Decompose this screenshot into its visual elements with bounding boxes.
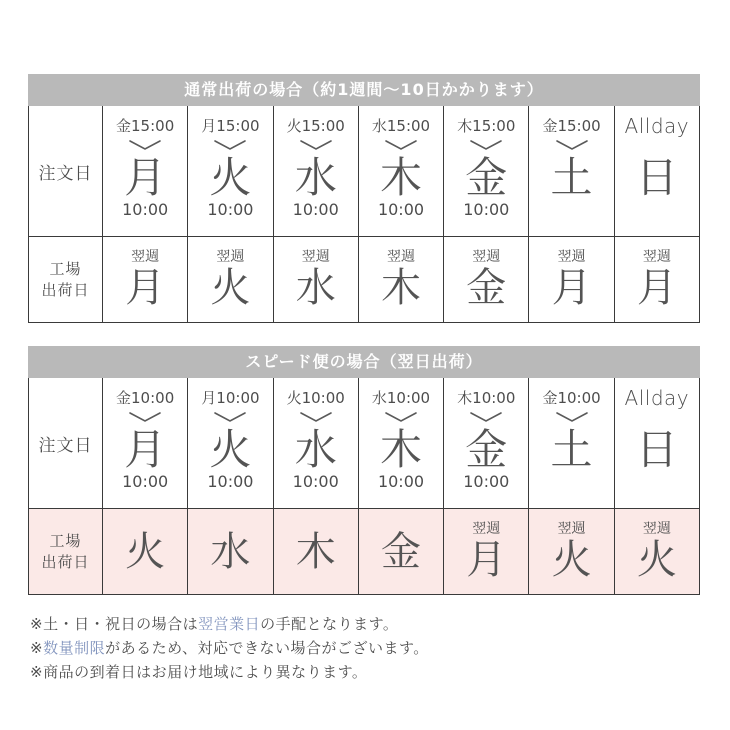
ship-cell bbox=[615, 509, 700, 595]
ship-day: 月 bbox=[125, 265, 166, 311]
normal-shipping-table-block bbox=[28, 74, 700, 323]
down-chevron-icon bbox=[469, 139, 503, 151]
order-row-label: 注文日 bbox=[29, 378, 103, 509]
ship-day: 木 bbox=[380, 265, 421, 311]
ship-day: 月 bbox=[551, 265, 592, 311]
order-day: 月 bbox=[124, 153, 167, 202]
order-cutoff-time: 10:00 bbox=[292, 200, 339, 219]
order-cell bbox=[274, 106, 359, 237]
speed-shipping-table-block bbox=[28, 346, 700, 595]
note-highlight: 数量制限 bbox=[43, 639, 106, 657]
next-week-label: 翌週 bbox=[301, 249, 330, 265]
arrow-slot bbox=[299, 138, 333, 152]
note-text: ※ bbox=[30, 639, 44, 657]
order-cutoff-time: 10:00 bbox=[122, 200, 169, 219]
next-week-label: 翌週 bbox=[642, 249, 671, 265]
arrow-slot bbox=[384, 138, 418, 152]
order-day: 金 bbox=[465, 425, 508, 474]
arrow-slot bbox=[299, 410, 333, 424]
next-week-label: 翌週 bbox=[216, 249, 245, 265]
ship-day: 金 bbox=[380, 528, 421, 575]
down-chevron-icon bbox=[555, 411, 589, 423]
order-day: 火 bbox=[209, 425, 252, 474]
ship-day: 火 bbox=[210, 265, 251, 311]
down-chevron-icon bbox=[128, 139, 162, 151]
down-chevron-icon bbox=[469, 411, 503, 423]
order-cutoff-time: 10:00 bbox=[463, 472, 510, 491]
order-day: 水 bbox=[294, 153, 337, 202]
note-line bbox=[30, 636, 700, 660]
ship-cell bbox=[103, 509, 188, 595]
order-deadline: 木10:00 bbox=[457, 389, 516, 407]
order-deadline: Allday bbox=[624, 386, 690, 410]
order-cell bbox=[103, 106, 188, 237]
down-chevron-icon bbox=[299, 411, 333, 423]
order-deadline: 火10:00 bbox=[286, 389, 345, 407]
arrow-slot bbox=[213, 410, 247, 424]
next-week-label: 翌週 bbox=[472, 521, 501, 537]
next-week-label: 翌週 bbox=[642, 521, 671, 537]
ship-row-label-line: 出荷日 bbox=[41, 280, 90, 299]
ship-day: 火 bbox=[125, 528, 166, 575]
order-day: 木 bbox=[379, 425, 422, 474]
ship-day: 月 bbox=[636, 265, 677, 311]
down-chevron-icon bbox=[555, 139, 589, 151]
note-text: ※土・日・祝日の場合は bbox=[30, 615, 199, 633]
ship-cell bbox=[529, 509, 614, 595]
next-week-label: 翌週 bbox=[386, 249, 415, 265]
order-cell bbox=[529, 106, 614, 237]
arrow-slot bbox=[555, 410, 589, 424]
note-text: ※商品の到着日はお届け地域により異なります。 bbox=[30, 663, 368, 681]
order-deadline: 金10:00 bbox=[542, 389, 601, 407]
normal-shipping-table bbox=[28, 106, 700, 323]
order-deadline: Allday bbox=[624, 114, 690, 138]
order-cell bbox=[444, 378, 529, 509]
order-cell bbox=[188, 106, 273, 237]
down-chevron-icon bbox=[128, 411, 162, 423]
order-cell bbox=[359, 378, 444, 509]
order-deadline: 金15:00 bbox=[116, 117, 175, 135]
order-day: 水 bbox=[294, 425, 337, 474]
ship-day: 木 bbox=[295, 528, 336, 575]
ship-day: 月 bbox=[466, 537, 507, 583]
ship-cell bbox=[103, 237, 188, 323]
arrow-slot bbox=[128, 410, 162, 424]
down-chevron-icon bbox=[299, 139, 333, 151]
ship-cell bbox=[274, 509, 359, 595]
shipping-schedule bbox=[28, 74, 700, 684]
note-line bbox=[30, 612, 700, 636]
order-cell bbox=[103, 378, 188, 509]
arrow-slot bbox=[469, 410, 503, 424]
note-text: があるため、対応できない場合がございます。 bbox=[105, 639, 429, 657]
speed-shipping-title: スピード便の場合（翌日出荷） bbox=[28, 346, 700, 378]
order-deadline: 月15:00 bbox=[201, 117, 260, 135]
order-deadline: 木15:00 bbox=[457, 117, 516, 135]
next-week-label: 翌週 bbox=[472, 249, 501, 265]
arrow-slot bbox=[213, 138, 247, 152]
notes bbox=[30, 612, 700, 684]
ship-day: 火 bbox=[636, 537, 677, 583]
order-cutoff-time: 10:00 bbox=[377, 200, 425, 219]
ship-cell bbox=[188, 509, 273, 595]
ship-day: 水 bbox=[295, 265, 336, 311]
ship-row-label-line: 工場 bbox=[49, 531, 82, 550]
ship-cell bbox=[529, 237, 614, 323]
speed-shipping-table bbox=[28, 378, 700, 595]
ship-cell bbox=[444, 509, 529, 595]
arrow-slot bbox=[384, 410, 418, 424]
note-highlight: 翌営業日 bbox=[198, 615, 261, 633]
order-row-label: 注文日 bbox=[29, 106, 103, 237]
order-day: 土 bbox=[550, 425, 593, 474]
order-cell bbox=[359, 106, 444, 237]
order-cutoff-time: 10:00 bbox=[207, 472, 254, 491]
order-cutoff-time: 10:00 bbox=[463, 200, 510, 219]
ship-cell bbox=[188, 237, 273, 323]
order-cutoff-time: 10:00 bbox=[122, 472, 169, 491]
down-chevron-icon bbox=[384, 411, 418, 423]
next-week-label: 翌週 bbox=[557, 249, 586, 265]
order-day: 土 bbox=[550, 153, 593, 202]
ship-cell bbox=[444, 237, 529, 323]
normal-shipping-title: 通常出荷の場合（約1週間〜10日かかります） bbox=[28, 74, 700, 106]
order-cell bbox=[444, 106, 529, 237]
ship-day: 火 bbox=[551, 537, 592, 583]
order-day: 火 bbox=[209, 153, 252, 202]
order-cutoff-time: 10:00 bbox=[377, 472, 425, 491]
ship-row-label bbox=[29, 237, 103, 323]
order-cell bbox=[274, 378, 359, 509]
arrow-slot bbox=[555, 138, 589, 152]
order-cell bbox=[615, 106, 700, 237]
order-day: 日 bbox=[635, 425, 678, 474]
order-cell bbox=[529, 378, 614, 509]
order-cutoff-time: 10:00 bbox=[207, 200, 254, 219]
next-week-label: 翌週 bbox=[557, 521, 586, 537]
ship-row-label bbox=[29, 509, 103, 595]
ship-row-label-line: 工場 bbox=[49, 259, 82, 278]
order-cutoff-time: 10:00 bbox=[292, 472, 339, 491]
order-day: 木 bbox=[379, 153, 422, 202]
order-deadline: 金15:00 bbox=[542, 117, 601, 135]
ship-day: 金 bbox=[466, 265, 507, 311]
ship-day: 水 bbox=[210, 528, 251, 575]
order-deadline: 金10:00 bbox=[116, 389, 175, 407]
ship-row-label-line: 出荷日 bbox=[41, 552, 90, 571]
arrow-slot bbox=[128, 138, 162, 152]
down-chevron-icon bbox=[213, 411, 247, 423]
next-week-label: 翌週 bbox=[131, 249, 160, 265]
arrow-slot bbox=[469, 138, 503, 152]
order-deadline: 火15:00 bbox=[286, 117, 345, 135]
order-day: 日 bbox=[635, 153, 678, 202]
ship-cell bbox=[615, 237, 700, 323]
down-chevron-icon bbox=[213, 139, 247, 151]
order-deadline: 水15:00 bbox=[371, 117, 431, 135]
ship-cell bbox=[274, 237, 359, 323]
note-text: の手配となります。 bbox=[260, 615, 399, 633]
order-deadline: 水10:00 bbox=[371, 389, 431, 407]
order-deadline: 月10:00 bbox=[201, 389, 260, 407]
order-day: 金 bbox=[465, 153, 508, 202]
ship-cell bbox=[359, 509, 444, 595]
order-day: 月 bbox=[124, 425, 167, 474]
note-line bbox=[30, 660, 700, 684]
down-chevron-icon bbox=[384, 139, 418, 151]
order-cell bbox=[188, 378, 273, 509]
order-cell bbox=[615, 378, 700, 509]
ship-cell bbox=[359, 237, 444, 323]
